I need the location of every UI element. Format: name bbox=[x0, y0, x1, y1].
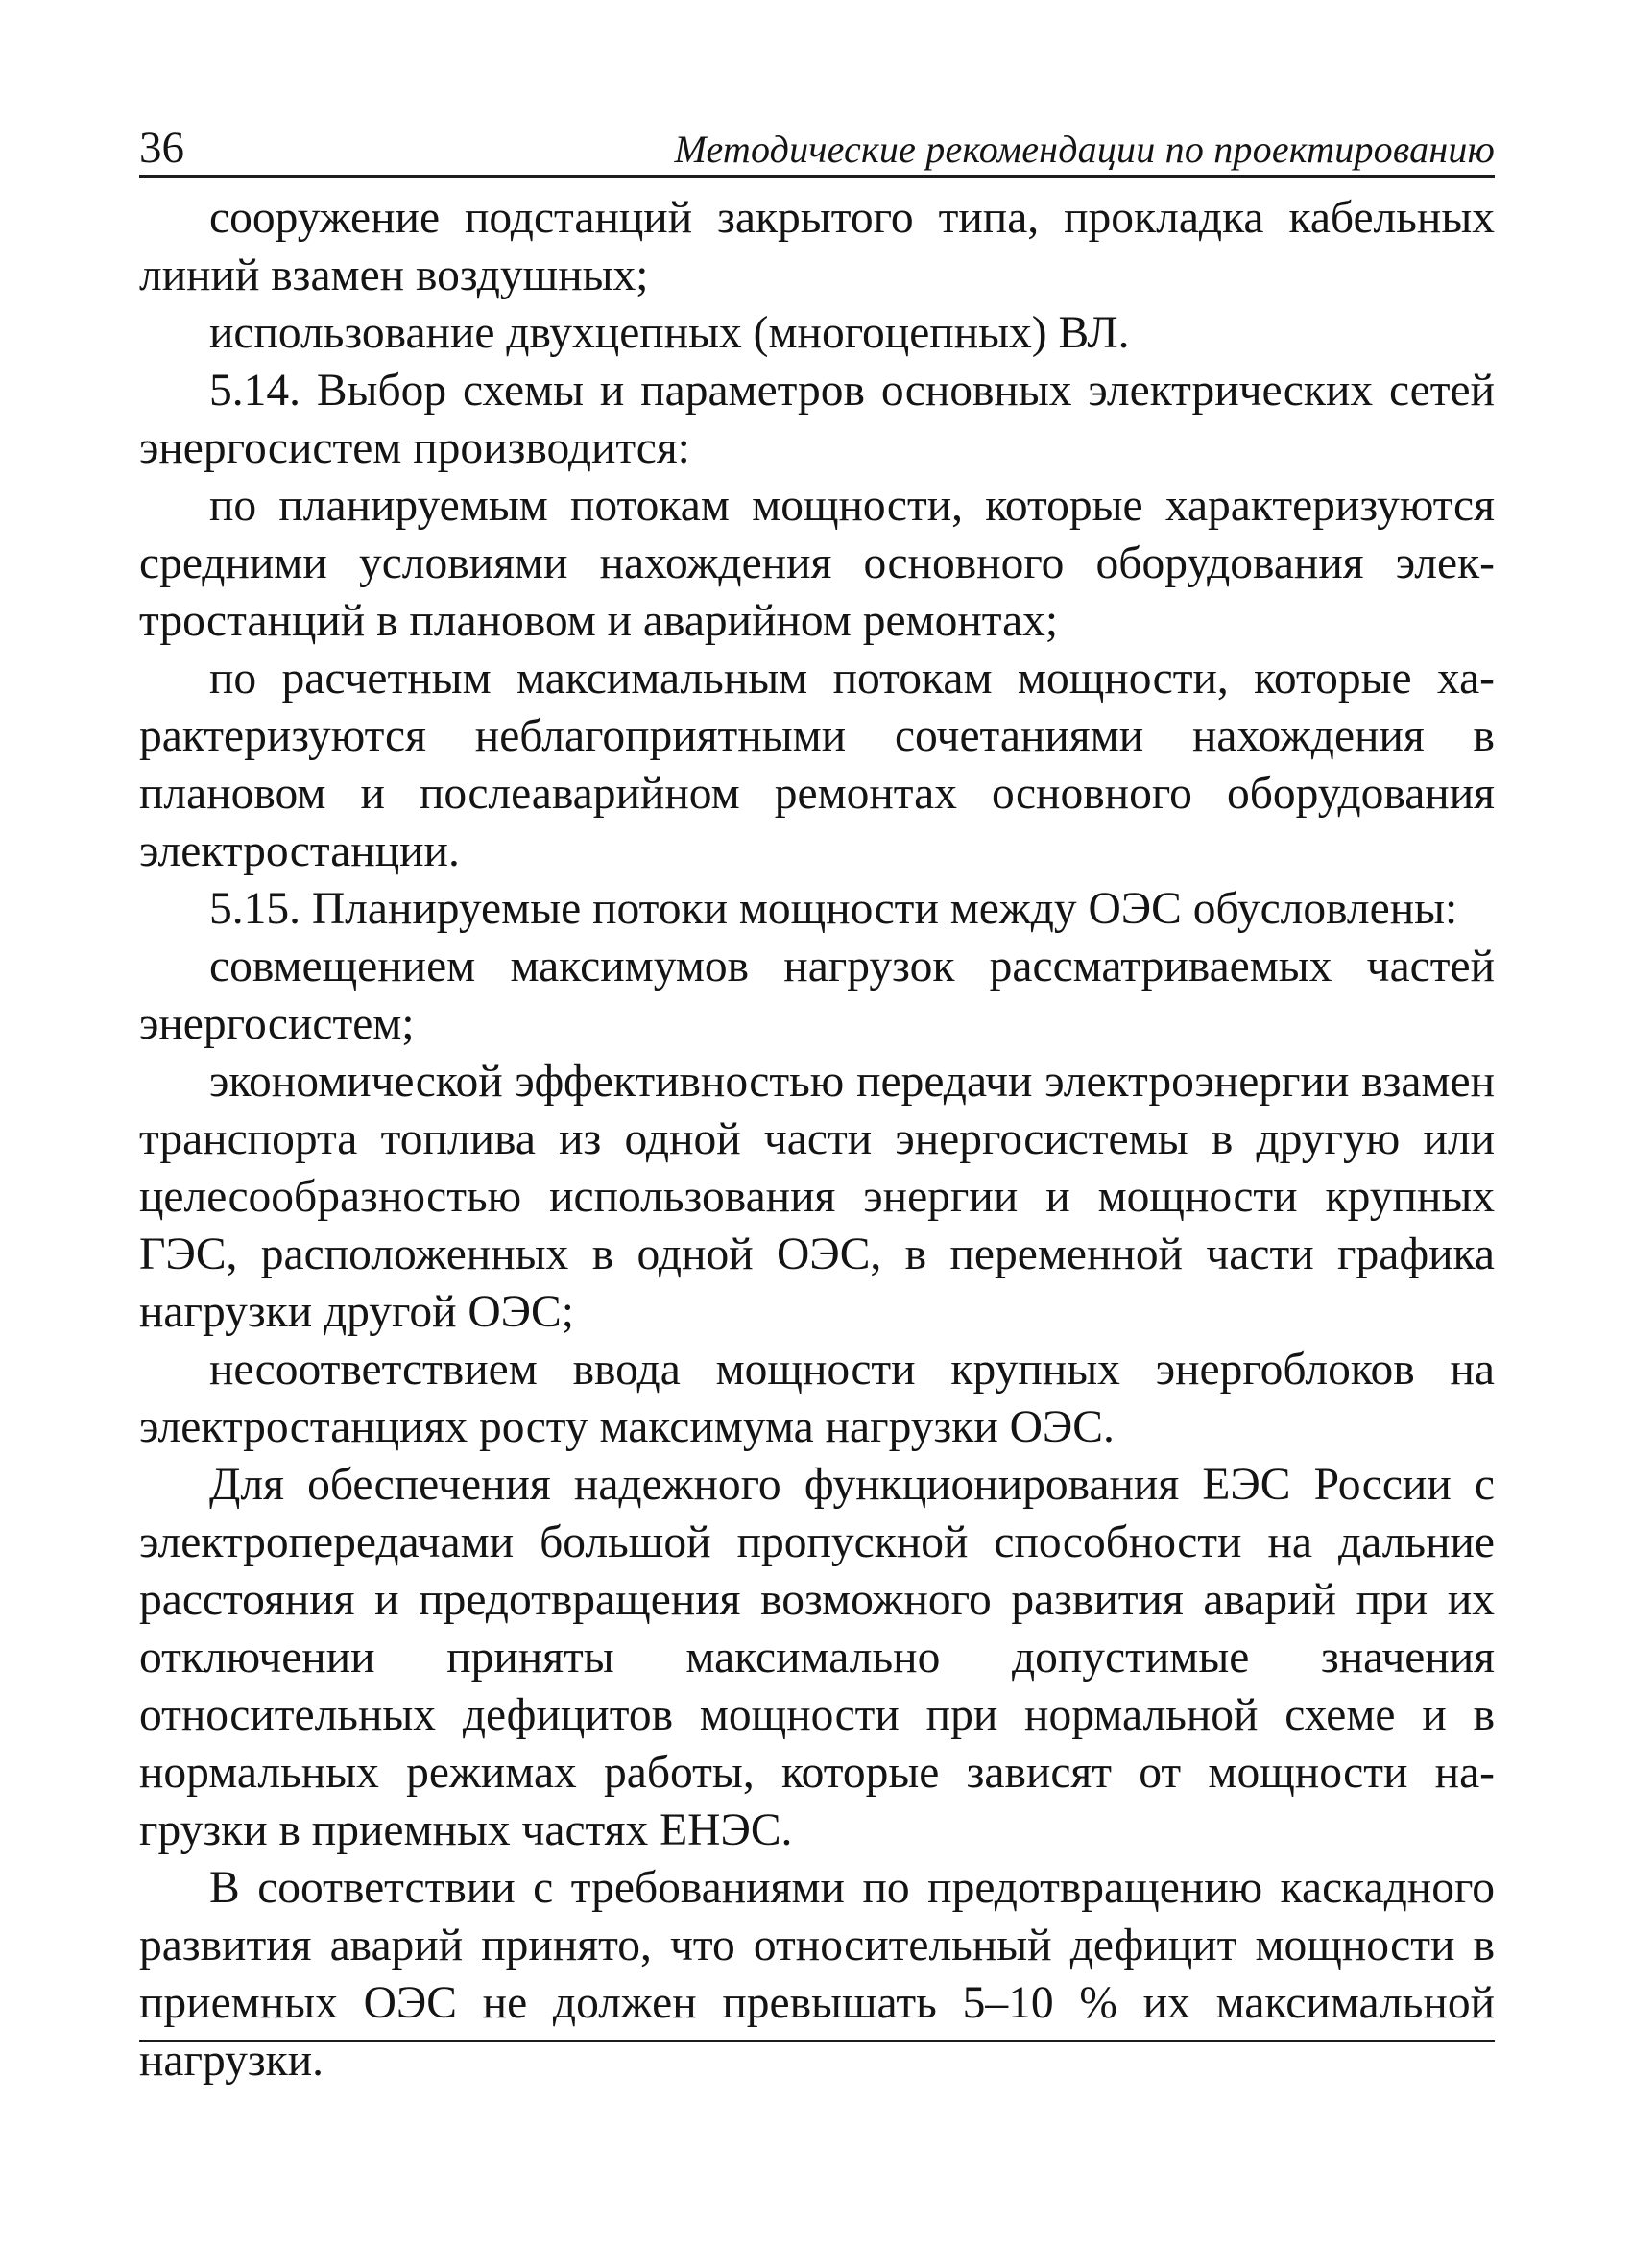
paragraph-economic-efficiency: экономической эффективностью передачи электроэнергии взамен транспорта топлива из одной части энергосистемы в другую или целесообразностью использования энергии и мощности крупных ГЭС, расположенных в одной ОЭС, в переменной части графика нагрузки другой ОЭС; bbox=[139, 1057, 1495, 1337]
paragraph-unit-commissioning: несоответствием ввода мощности крупных энергоблоков на электростанциях росту максимума нагрузки ОЭС. bbox=[139, 1345, 1495, 1452]
page-number: 36 bbox=[139, 123, 184, 173]
paragraph-closed-substations: сооружение подстанций закрытого типа, прокладка кабельных линий взамен воздушных; bbox=[139, 193, 1495, 300]
paragraph-section-5-14: 5.14. Выбор схемы и параметров основных электрических сетей энергосистем производится: bbox=[139, 366, 1495, 473]
paragraph-cascade-prevention: В соответствии с требованиями по предотвращению каскадного развития аварий принято, что относительный дефицит мощности в приемных ОЭС не должен превышать 5–10 % их максимальной нагрузки. bbox=[139, 1863, 1495, 2086]
body-text bbox=[139, 189, 1495, 2089]
paragraph-load-maximums: совмещением максимумов нагрузок рассматриваемых частей энергосистем; bbox=[139, 942, 1495, 1049]
running-title: Методические рекомендации по проектированию bbox=[674, 128, 1495, 171]
paragraph-design-max-flows: по расчетным максимальным потокам мощности, которые характеризуются неблагоприятными сочетаниями нахождения в плановом и послеаварийном ремонтах основного оборудования электростанции. bbox=[139, 654, 1495, 876]
paragraph-section-5-15: 5.15. Планируемые потоки мощности между ОЭС обусловлены: bbox=[209, 884, 1458, 934]
book-page bbox=[139, 115, 1495, 2131]
paragraph-double-circuit-lines: использование двухцепных (многоцепных) ВЛ. bbox=[209, 308, 1130, 358]
paragraph-planned-flows: по планируемым потокам мощности, которые характеризуются средними условиями нахождения основного оборудования электростанций в плановом и аварийном ремонтах; bbox=[139, 481, 1495, 646]
running-header bbox=[139, 115, 1495, 178]
bottom-rule bbox=[139, 2040, 1495, 2042]
paragraph-ues-reliability: Для обеспечения надежного функционирования ЕЭС России с электропередачами большой пропускной способности на дальние расстояния и предотвращения возможного развития аварий при их отключении приняты максимально допустимые значения относительных дефицитов мощности при нормальной схеме и в нормальных режимах работы, которые зависят от мощности нагрузки в приемных частях ЕНЭС. bbox=[139, 1460, 1495, 1855]
